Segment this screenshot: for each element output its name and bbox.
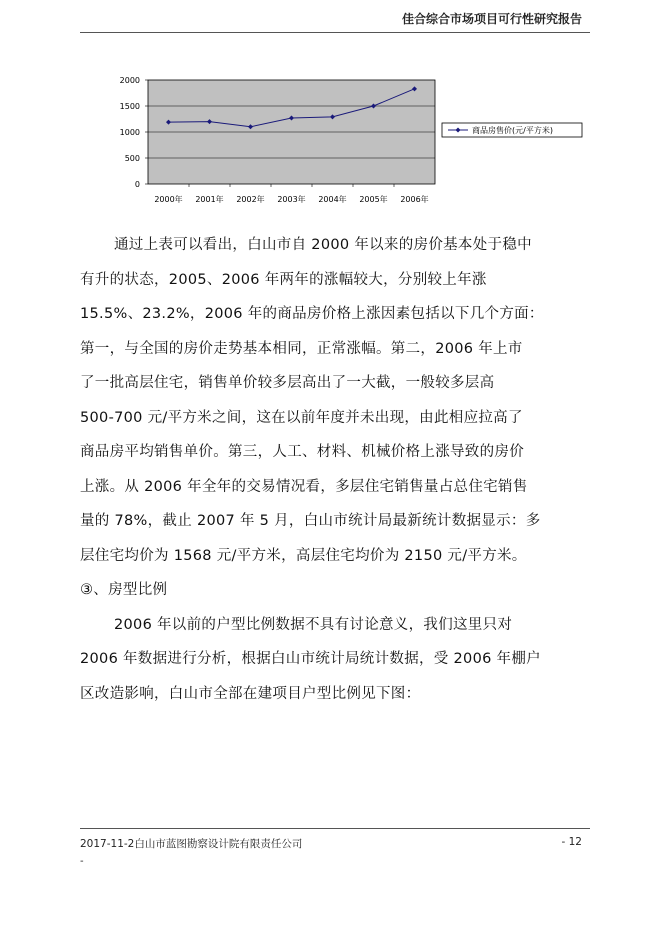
y-tick-label: 0 [134, 180, 140, 189]
body-line: 商品房平均销售单价。第三，人工、材料、机械价格上涨导致的房价 [80, 444, 524, 460]
x-tick-label: 2003年 [277, 195, 306, 204]
y-tick-label: 1000 [119, 128, 140, 137]
body-line: 上涨。从 2006 年全年的交易情况看，多层住宅销售量占总住宅销售 [80, 478, 528, 495]
footer-divider [80, 828, 590, 829]
header-divider [80, 32, 590, 33]
body-line: 通过上表可以看出，白山市自 2000 年以来的房价基本处于稳中 [114, 237, 532, 253]
section-heading: ③、房型比例 [80, 582, 168, 598]
x-tick-label: 2001年 [195, 195, 224, 204]
price-chart [80, 68, 590, 218]
legend-label: 商品房售价(元/平方米) [472, 126, 553, 135]
body-line: 500-700 元/平方米之间，这在以前年度并未出现，由此相应拉高了 [80, 409, 523, 426]
body-line: 有升的状态，2005、2006 年两年的涨幅较大，分别较上年涨 [80, 271, 487, 288]
body-line: 15.5%、23.2%，2006 年的商品房价格上涨因素包括以下几个方面： [80, 306, 544, 322]
body-line: 2006 年以前的户型比例数据不具有讨论意义，我们这里只对 [114, 616, 513, 633]
header-title: 佳合综合市场项目可行性研究报告 [401, 12, 582, 26]
x-tick-label: 2002年 [236, 195, 265, 204]
y-tick-label: 500 [124, 154, 140, 163]
y-tick-label: 1500 [119, 102, 140, 111]
page-number: - 12 [561, 836, 582, 848]
y-tick-label: 2000 [119, 76, 140, 85]
chart-svg [80, 68, 590, 218]
x-tick-label: 2006年 [400, 195, 429, 204]
x-tick-label: 2004年 [318, 195, 347, 204]
body-text [80, 228, 590, 711]
body-line: 了一批高层住宅，销售单价较多层高出了一大截，一般较多层高 [80, 375, 495, 391]
footer-mark: - [80, 856, 84, 867]
footer-company: 2017-11-2白山市蓝图勘察设计院有限责任公司 [80, 838, 303, 850]
body-line: 层住宅均价为 1568 元/平方米，高层住宅均价为 2150 元/平方米。 [80, 547, 527, 564]
body-line: 第一，与全国的房价走势基本相同，正常涨幅。第二，2006 年上市 [80, 340, 523, 357]
body-line: 量的 78%，截止 2007 年 5 月，白山市统计局最新统计数据显示：多 [80, 513, 541, 529]
body-line: 2006 年数据进行分析，根据白山市统计局统计数据，受 2006 年棚户 [80, 651, 541, 667]
x-tick-label: 2000年 [154, 195, 183, 204]
body-line: 区改造影响，白山市全部在建项目户型比例见下图： [80, 685, 421, 702]
x-tick-label: 2005年 [359, 195, 388, 204]
